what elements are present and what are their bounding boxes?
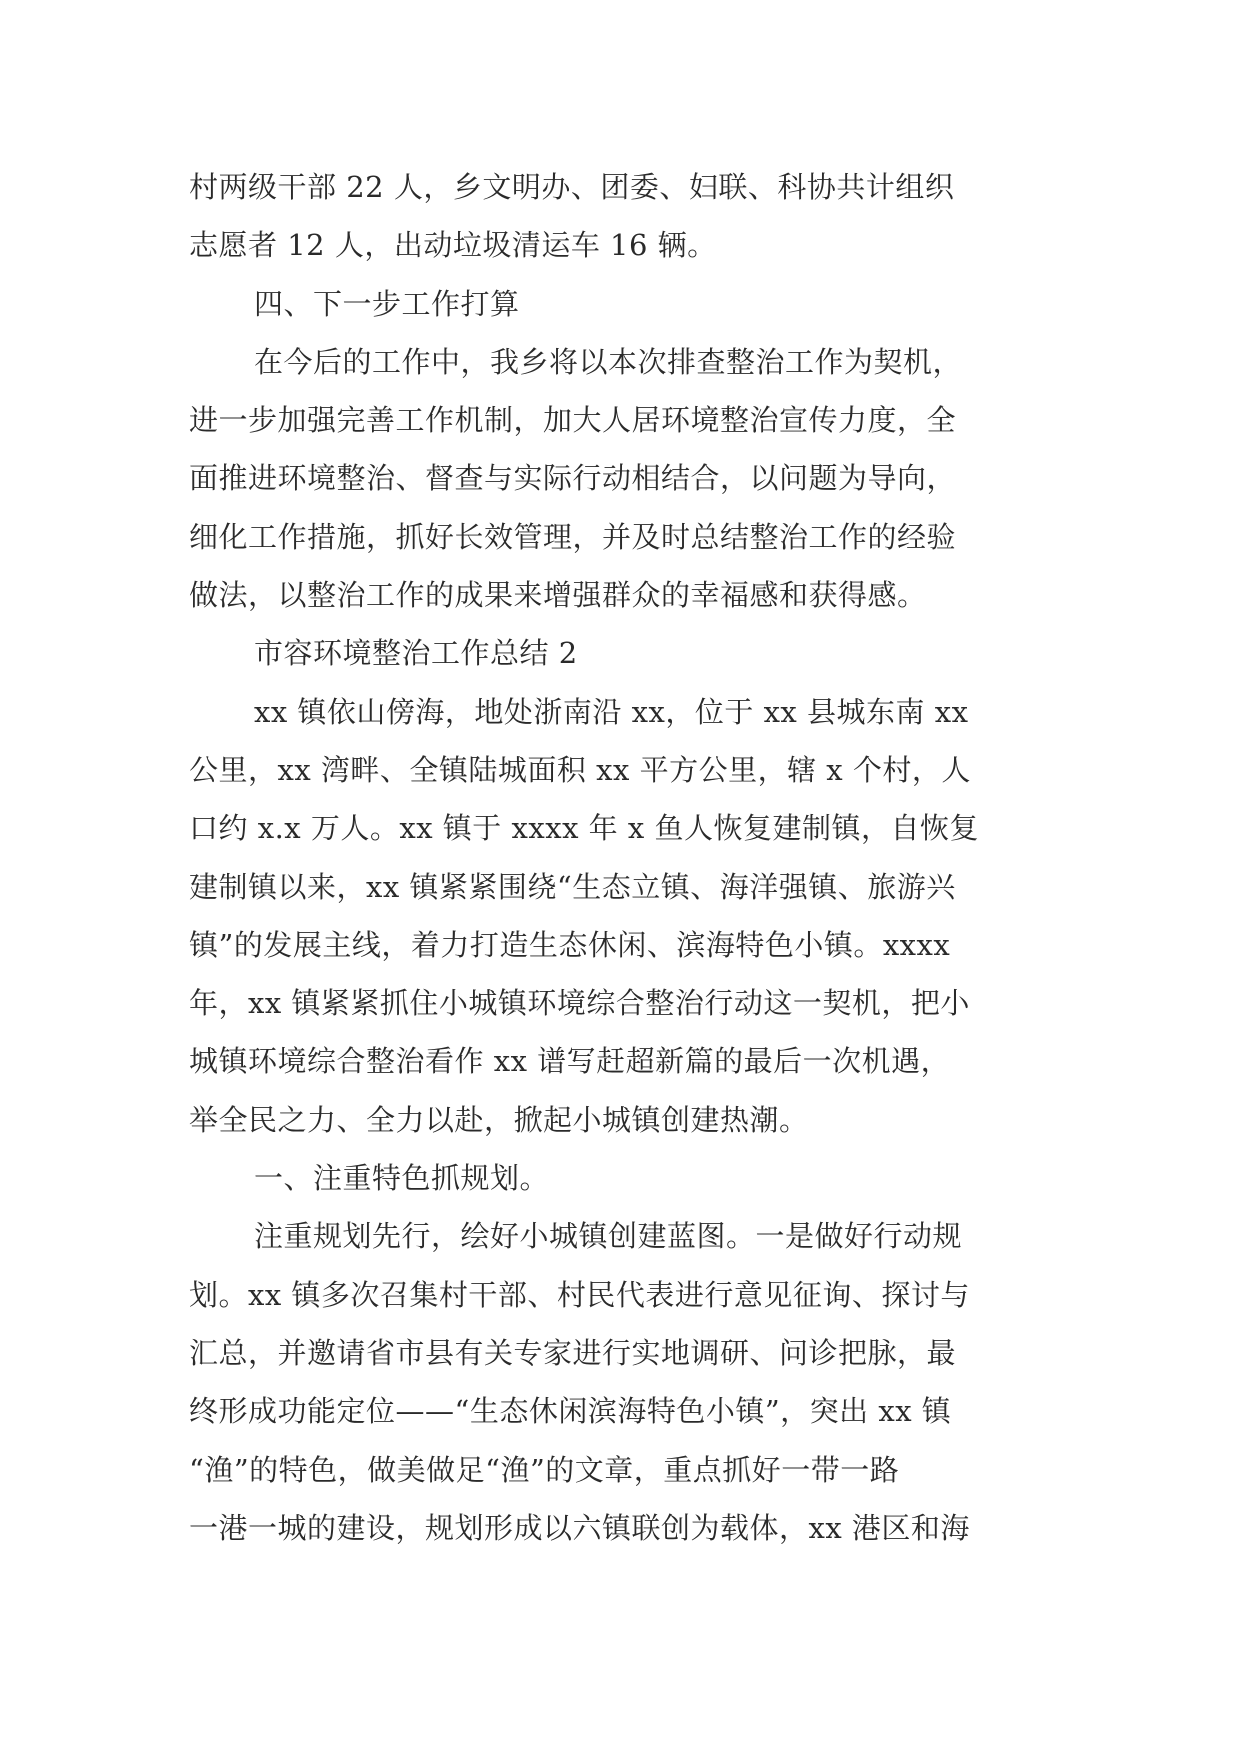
article-title: 市容环境整治工作总结 2 [254, 636, 578, 671]
text-line: 在今后的工作中，我乡将以本次排查整治工作为契机， [254, 344, 963, 379]
text-line: 年，xx 镇紧紧抓住小城镇环境综合整治行动这一契机，把小 [189, 986, 970, 1021]
text-line: 注重规划先行，绘好小城镇创建蓝图。一是做好行动规 [254, 1219, 963, 1254]
text-line: 划。xx 镇多次召集村干部、村民代表进行意见征询、探讨与 [189, 1277, 970, 1312]
text-line: 汇总，并邀请省市县有关专家进行实地调研、问诊把脉，最 [189, 1335, 957, 1370]
text-line: xx 镇依山傍海，地处浙南沿 xx，位于 xx 县城东南 xx [254, 694, 969, 729]
section-heading: 一、注重特色抓规划。 [254, 1161, 550, 1196]
text-line: 举全民之力、全力以赴，掀起小城镇创建热潮。 [189, 1102, 809, 1137]
text-line: 做法，以整治工作的成果来增强群众的幸福感和获得感。 [189, 578, 927, 613]
text-line: 终形成功能定位——“生态休闲滨海特色小镇”，突出 xx 镇 [189, 1394, 952, 1429]
text-line: 面推进环境整治、督查与实际行动相结合，以问题为导向， [189, 461, 957, 496]
text-line: 进一步加强完善工作机制，加大人居环境整治宣传力度，全 [189, 403, 957, 438]
text-line: 村两级干部 22 人，乡文明办、团委、妇联、科协共计组织 [189, 170, 955, 204]
text-line: 建制镇以来，xx 镇紧紧围绕“生态立镇、海洋强镇、旅游兴 [189, 869, 956, 904]
section-heading: 四、下一步工作打算 [254, 286, 520, 321]
text-line: 城镇环境综合整治看作 xx 谱写赶超新篇的最后一次机遇， [189, 1044, 951, 1079]
text-line: 细化工作措施，抓好长效管理，并及时总结整治工作的经验 [189, 519, 957, 554]
text-line: 公里，xx 湾畔、全镇陆城面积 xx 平方公里，辖 x 个村，人 [189, 752, 971, 787]
text-line: 口约 x.x 万人。xx 镇于 xxxx 年 x 鱼人恢复建制镇，自恢复 [189, 811, 979, 846]
text-line: “渔”的特色，做美做足“渔”的文章，重点抓好一带一路 [189, 1452, 900, 1487]
text-line: 志愿者 12 人，出动垃圾清运车 16 辆。 [189, 228, 717, 263]
document-body [189, 158, 1051, 1557]
text-line: 镇”的发展主线，着力打造生态休闲、滨海特色小镇。xxxx [189, 927, 951, 962]
text-line: 一港一城的建设，规划形成以六镇联创为载体，xx 港区和海 [189, 1510, 970, 1545]
